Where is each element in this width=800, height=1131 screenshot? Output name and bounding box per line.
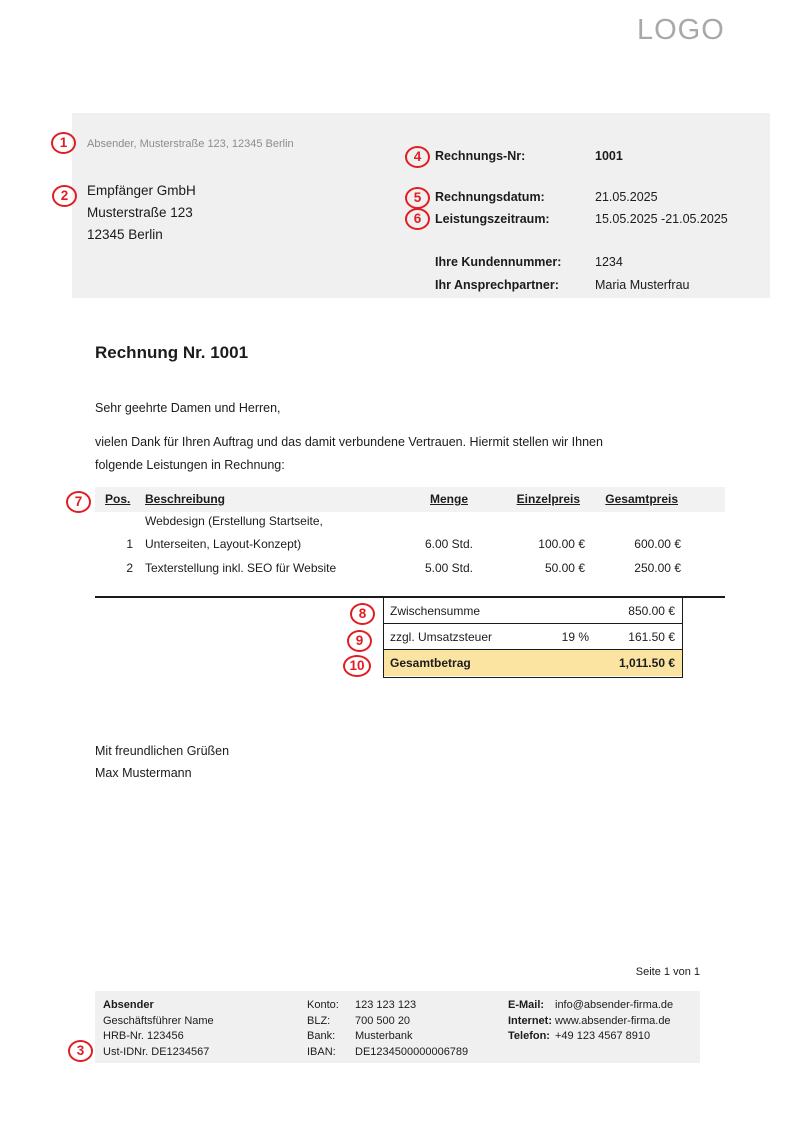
customer-number-label: Ihre Kundennummer: [435, 255, 562, 269]
bank-label: Bank: [307, 1030, 336, 1042]
email-label: E-Mail: [508, 999, 545, 1011]
footer-box [95, 991, 700, 1063]
iban-label: IBAN: [307, 1045, 336, 1058]
contact-person-value: Maria Musterfrau [595, 278, 690, 292]
row2-unit-price: 50.00 € [544, 561, 585, 575]
intro-paragraph [95, 431, 695, 477]
annotation-circle-4: 4 [405, 146, 430, 168]
footer-phone-row [508, 1029, 673, 1045]
invoice-title: Rechnung Nr. 1001 [95, 343, 249, 362]
footer-ceo: Geschäftsführer Name [103, 1014, 214, 1027]
header-pos: Pos. [105, 492, 131, 506]
page-number: Seite 1 von 1 [635, 966, 700, 978]
vat-rate: 19 % [561, 630, 589, 644]
row1-description-line1: Webdesign (Erstellung Startseite, [145, 514, 323, 528]
vat-value: 161.50 € [628, 630, 675, 644]
annotation-circle-6: 6 [405, 208, 430, 230]
internet-label: Internet: [508, 1014, 552, 1027]
row2-total-price: 250.00 € [634, 561, 681, 575]
intro-line-2: folgende Leistungen in Rechnung: [95, 458, 285, 472]
annotation-circle-5: 5 [405, 187, 430, 209]
row1-description-line2: Unterseiten, Layout-Konzept) [145, 537, 302, 551]
footer-company-name: Absender [103, 999, 154, 1011]
footer-email-row [508, 998, 673, 1014]
grand-total-row [384, 650, 682, 676]
recipient-name: Empfänger GmbH [87, 183, 196, 198]
internet-value: www.absender-firma.de [555, 1014, 671, 1027]
row1-unit-price: 100.00 € [538, 537, 585, 551]
grand-total-value: 1,011.50 € [618, 656, 675, 670]
konto-label: Konto: [307, 999, 339, 1011]
subtotal-row [384, 598, 682, 624]
footer-konto-row [307, 998, 468, 1014]
row1-total-price: 600.00 € [634, 537, 681, 551]
annotation-circle-9: 9 [347, 630, 372, 652]
grand-total-label: Gesamtbetrag [390, 656, 471, 670]
blz-value: 700 500 20 [355, 1014, 411, 1027]
vat-row [384, 624, 682, 650]
row1-qty: 6.00 Std. [424, 537, 473, 551]
service-period-value: 15.05.2025 -21.05.2025 [595, 212, 728, 226]
footer-blz-row [307, 1014, 468, 1030]
iban-value: DE1234500000006789 [355, 1045, 469, 1058]
invoice-date-value: 21.05.2025 [595, 190, 658, 204]
footer-company-column [103, 998, 214, 1060]
email-value: info@absender-firma.de [555, 999, 674, 1011]
konto-value: 123 123 123 [355, 999, 417, 1011]
row2-pos: 2 [126, 561, 133, 575]
invoice-number-value: 1001 [595, 149, 623, 163]
blz-label: BLZ: [307, 1014, 331, 1027]
subtotal-label: Zwischensumme [390, 604, 481, 618]
contact-person-label: Ihr Ansprechpartner: [435, 278, 559, 292]
items-table-header [95, 487, 725, 512]
recipient-street: Musterstraße 123 [87, 205, 193, 220]
signature-name: Max Mustermann [95, 766, 192, 780]
footer-internet-row [508, 1014, 673, 1030]
service-period-label: Leistungszeitraum: [435, 212, 550, 226]
annotation-circle-7: 7 [66, 491, 91, 513]
annotation-circle-10: 10 [343, 655, 371, 677]
row2-description: Texterstellung inkl. SEO für Website [145, 561, 337, 575]
closing-block [95, 740, 229, 784]
annotation-circle-8: 8 [350, 603, 375, 625]
annotation-circle-2: 2 [52, 185, 77, 207]
footer-bank-column [307, 998, 468, 1060]
intro-line-1: vielen Dank für Ihren Auftrag und das damit verbundene Vertrauen. Hiermit stellen wir Ihnen [95, 435, 603, 449]
annotation-circle-3: 3 [68, 1040, 93, 1062]
header-unit-price: Einzelpreis [516, 492, 580, 506]
footer-hrb: HRB-Nr. 123456 [103, 1030, 184, 1042]
footer-contact-column [508, 998, 673, 1045]
footer-iban-row [307, 1045, 468, 1061]
header-description: Beschreibung [145, 492, 226, 506]
header-qty: Menge [429, 492, 468, 506]
footer-bank-row [307, 1029, 468, 1045]
recipient-address [87, 180, 196, 246]
company-logo: LOGO [637, 14, 725, 46]
invoice-date-label: Rechnungsdatum: [435, 190, 545, 204]
bank-value: Musterbank [355, 1030, 413, 1042]
summary-box [383, 597, 683, 678]
closing-phrase: Mit freundlichen Grüßen [95, 744, 230, 758]
invoice-number-label: Rechnungs-Nr: [435, 149, 526, 163]
vat-label: zzgl. Umsatzsteuer [390, 630, 493, 644]
footer-vat-id: Ust-IDNr. DE1234567 [103, 1045, 210, 1058]
customer-number-value: 1234 [595, 255, 623, 269]
row2-qty: 5.00 Std. [424, 561, 473, 575]
recipient-city: 12345 Berlin [87, 227, 163, 242]
header-total-price: Gesamtpreis [605, 492, 678, 506]
annotation-circle-1: 1 [51, 132, 76, 154]
phone-value: +49 123 4567 8910 [555, 1030, 651, 1042]
phone-label: Telefon: [508, 1030, 550, 1042]
row1-pos: 1 [126, 537, 133, 551]
subtotal-value: 850.00 € [628, 604, 675, 618]
salutation: Sehr geehrte Damen und Herren, [95, 401, 281, 415]
sender-return-address: Absender, Musterstraße 123, 12345 Berlin [87, 138, 294, 150]
